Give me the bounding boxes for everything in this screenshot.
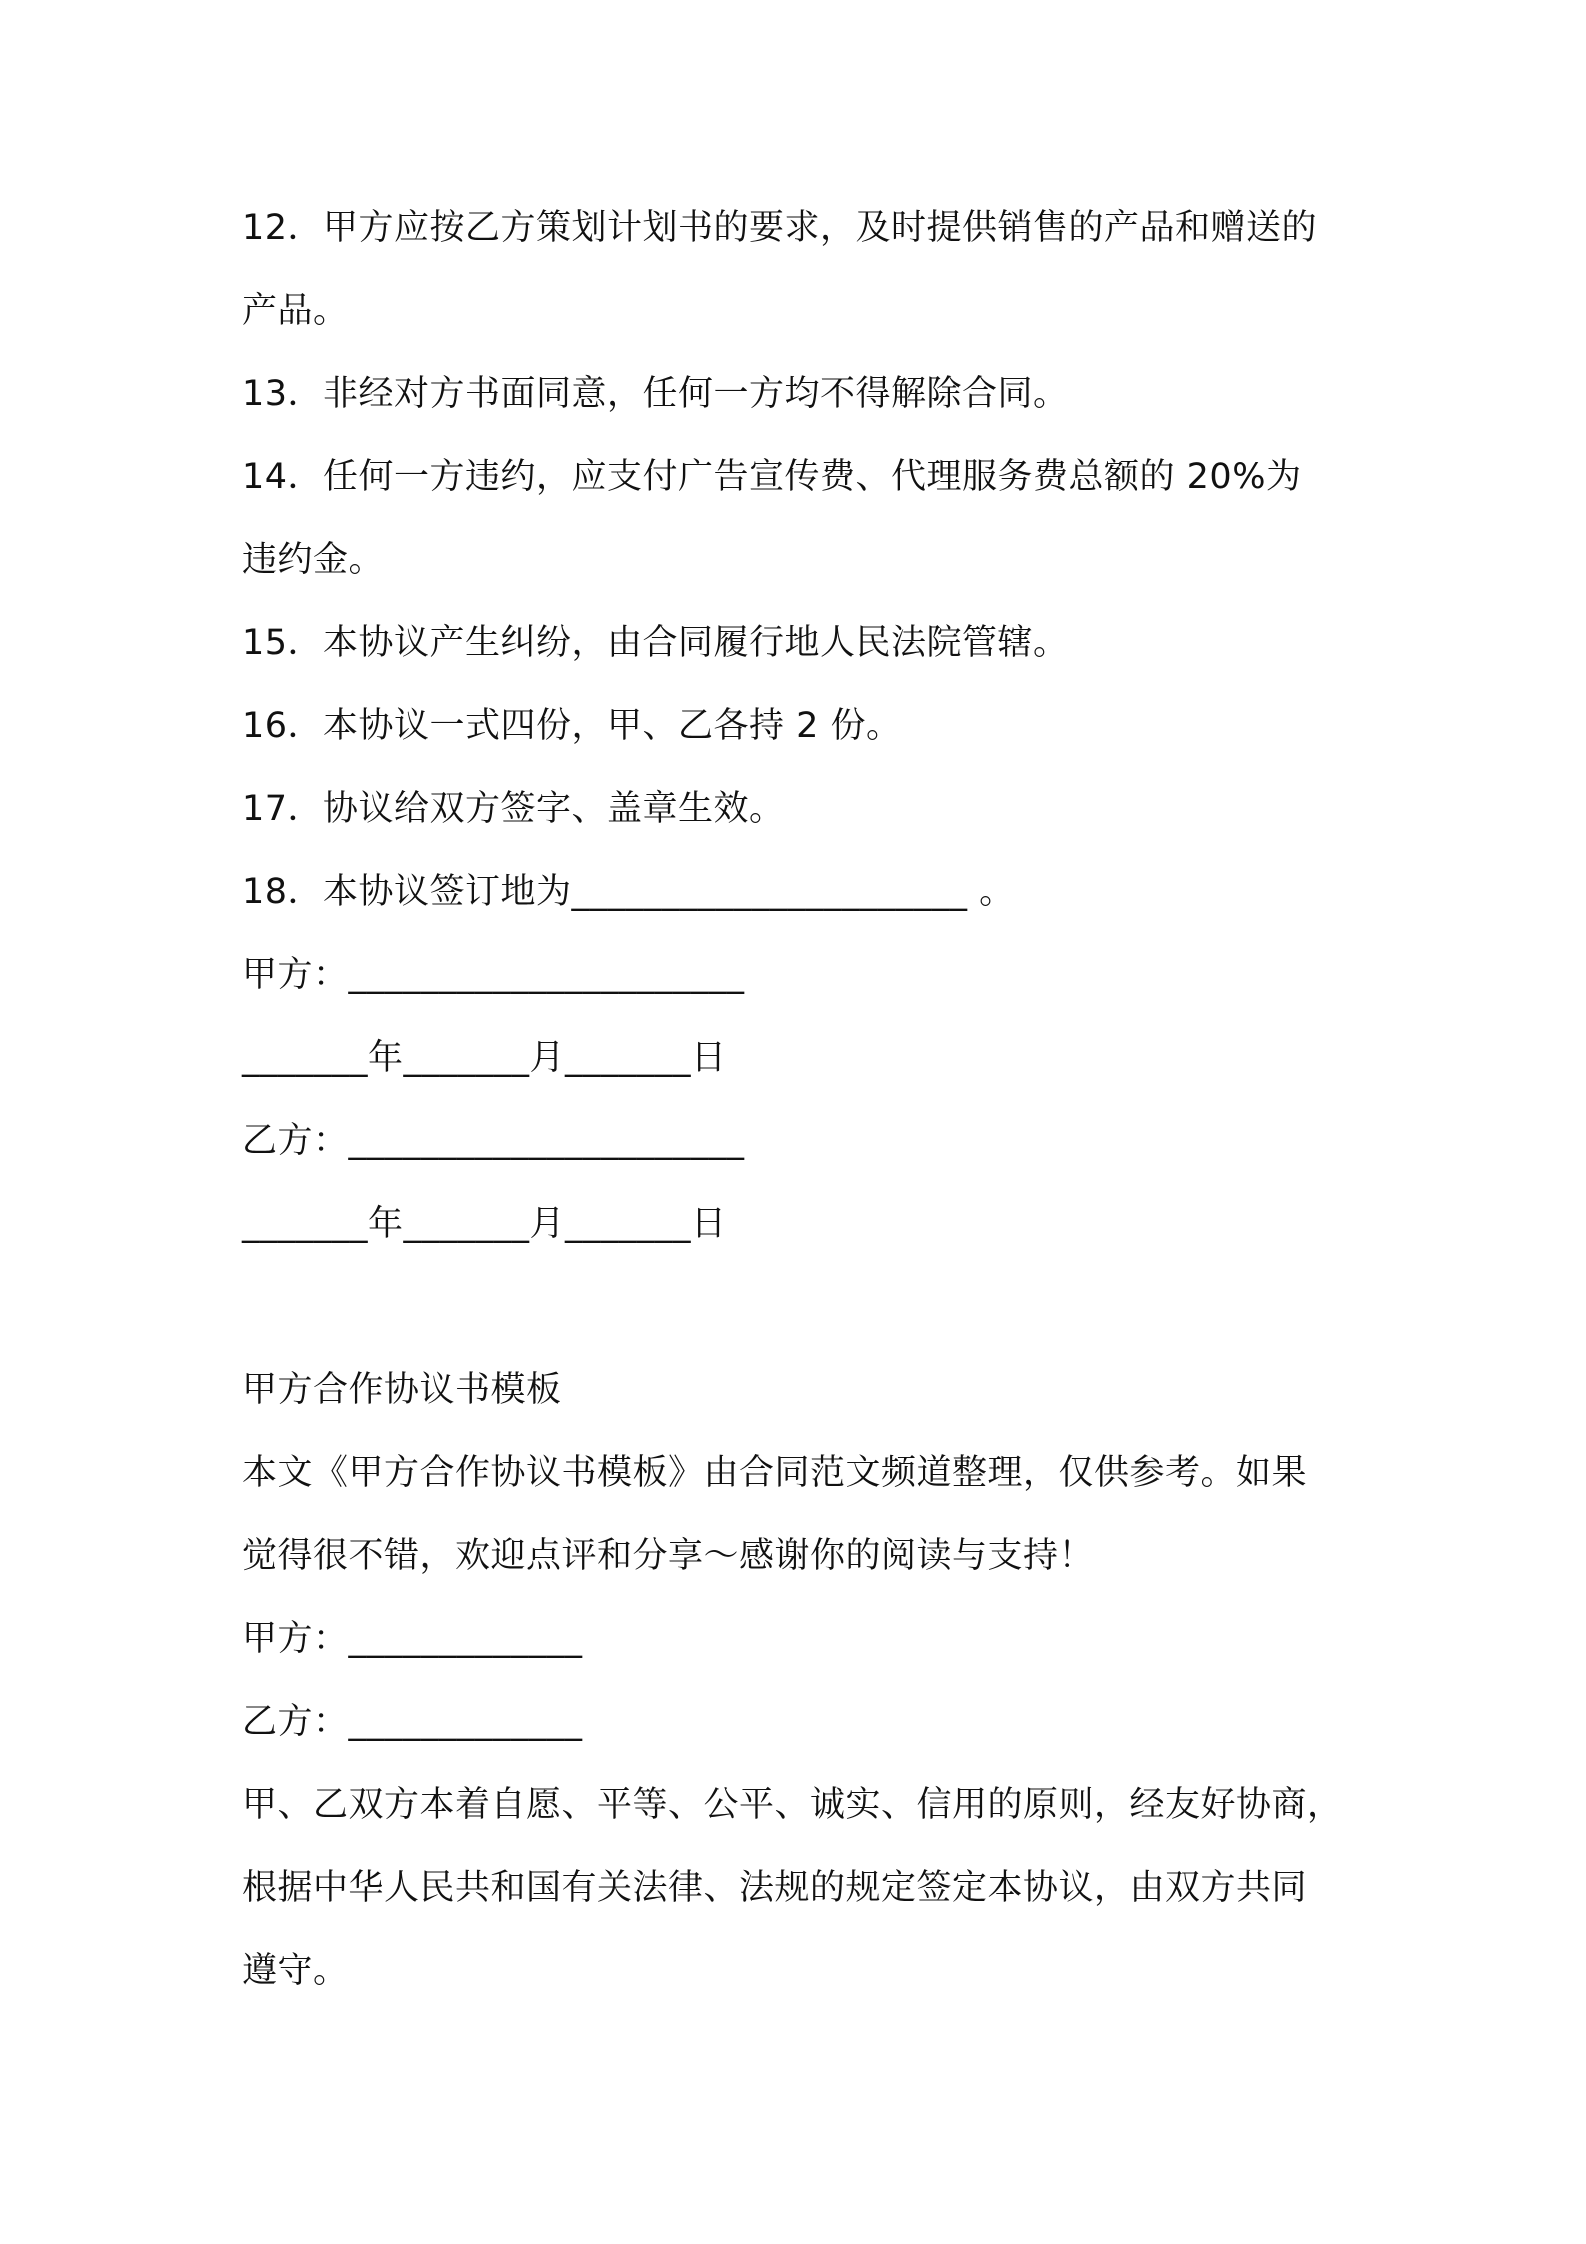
- clause-12-line-1: 12．甲方应按乙方策划计划书的要求，及时提供销售的产品和赠送的: [242, 208, 1318, 248]
- party-a-signature: 甲方：______________________: [242, 955, 745, 995]
- template-title: 甲方合作协议书模板: [242, 1370, 562, 1410]
- party-a-date: _______年_______月_______日: [242, 1038, 727, 1078]
- preamble-line-3: 遵守。: [242, 1951, 349, 1991]
- preamble-line-1: 甲、乙双方本着自愿、平等、公平、诚实、信用的原则，经友好协商，: [242, 1785, 1343, 1825]
- party-b-date: _______年_______月_______日: [242, 1204, 727, 1244]
- preamble-line-2: 根据中华人民共和国有关法律、法规的规定签定本协议，由双方共同: [242, 1868, 1308, 1908]
- clause-18: 18．本协议签订地为______________________ 。: [242, 872, 1015, 912]
- clause-13: 13．非经对方书面同意，任何一方均不得解除合同。: [242, 374, 1069, 414]
- party-a-field: 甲方：_____________: [242, 1619, 583, 1659]
- clause-15: 15．本协议产生纠纷，由合同履行地人民法院管辖。: [242, 623, 1069, 663]
- clause-17: 17．协议给双方签字、盖章生效。: [242, 789, 785, 829]
- intro-line-1: 本文《甲方合作协议书模板》由合同范文频道整理，仅供参考。如果: [242, 1453, 1308, 1493]
- clause-14-line-2: 违约金。: [242, 540, 385, 580]
- clause-14-line-1: 14．任何一方违约，应支付广告宣传费、代理服务费总额的 20%为: [242, 457, 1302, 497]
- party-b-field: 乙方：_____________: [242, 1702, 583, 1742]
- clause-12-line-2: 产品。: [242, 291, 349, 331]
- intro-line-2: 觉得很不错，欢迎点评和分享～感谢你的阅读与支持！: [242, 1536, 1095, 1576]
- party-b-signature: 乙方：______________________: [242, 1121, 745, 1161]
- clause-16: 16．本协议一式四份，甲、乙各持 2 份。: [242, 706, 902, 746]
